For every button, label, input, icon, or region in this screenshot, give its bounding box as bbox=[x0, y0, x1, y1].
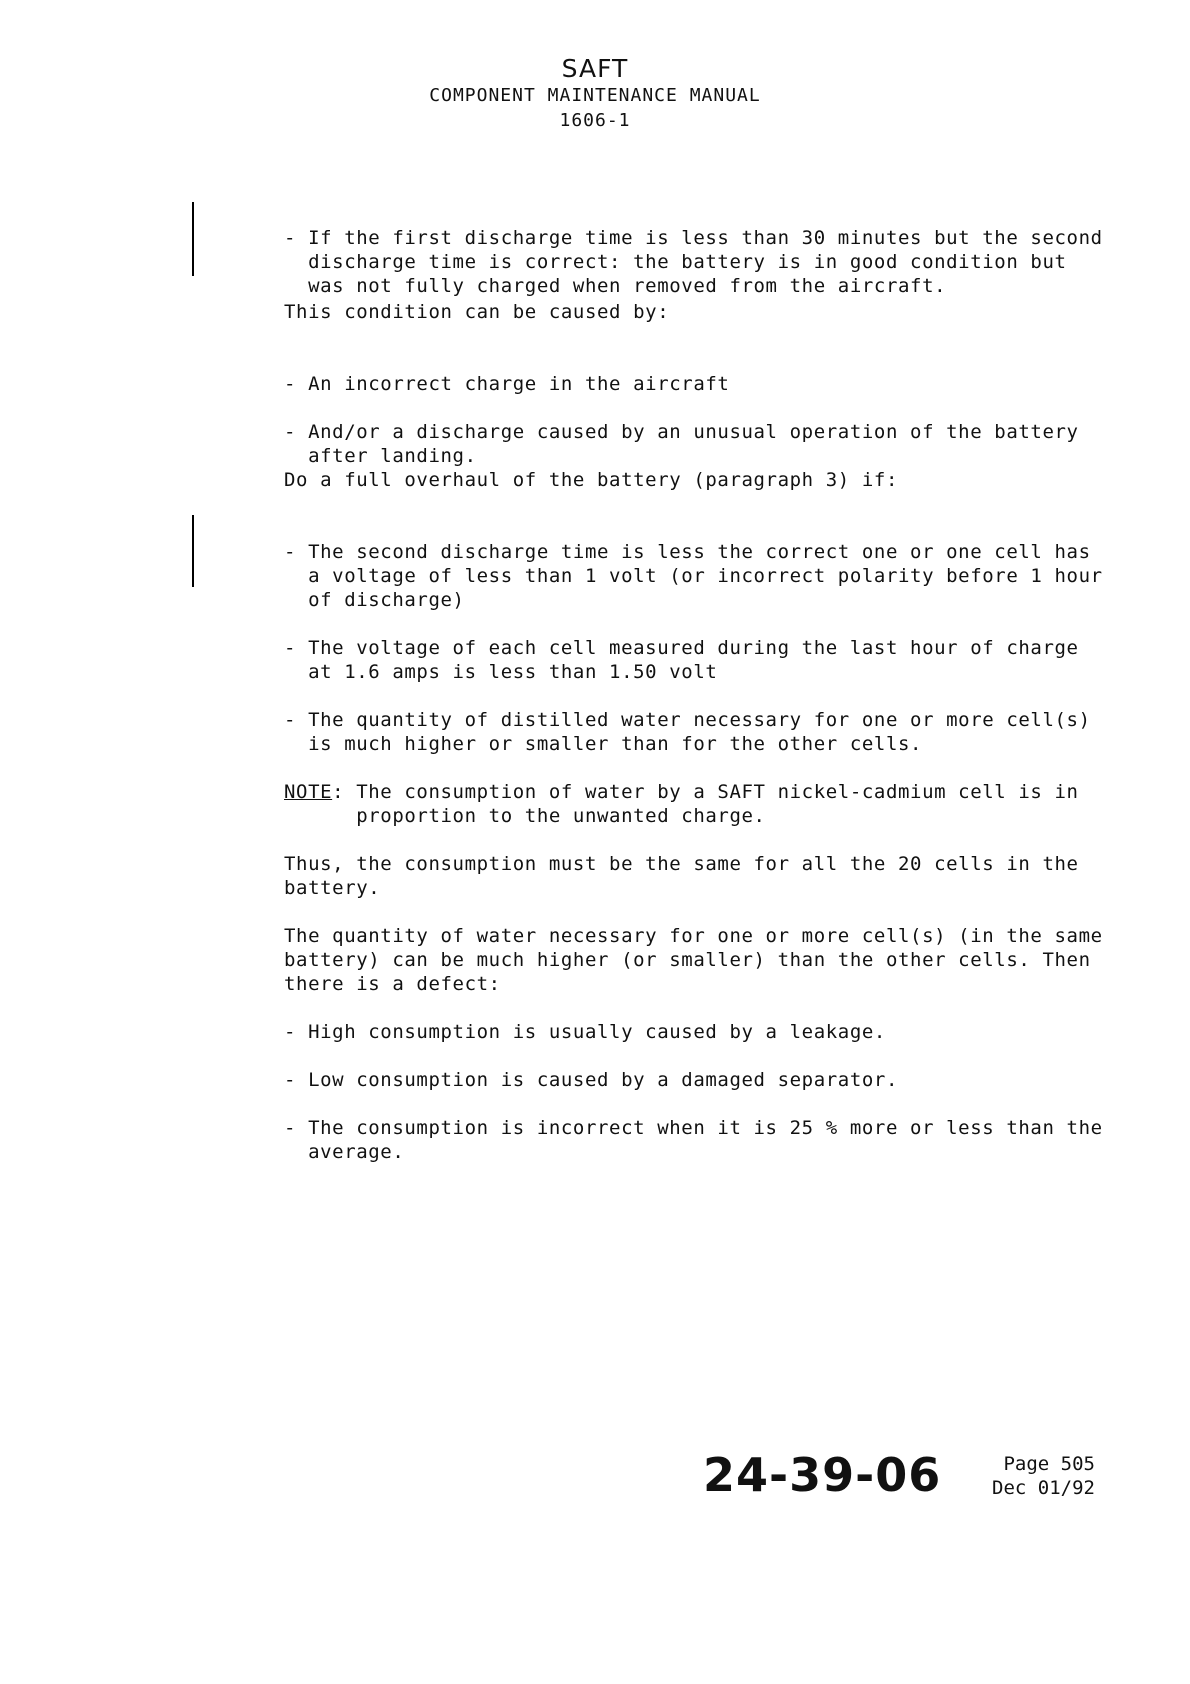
page-number: Page 505 bbox=[1003, 1453, 1095, 1475]
paragraph: Thus, the consumption must be the same for all the 20 cells in the battery. bbox=[284, 853, 1079, 899]
list-item: - If the first discharge time is less than 30 minutes but the second discharge time is correct: the battery is in good condition but was not fully charged when removed from the aircraft. bbox=[284, 227, 1103, 297]
list-item: - High consumption is usually caused by a leakage. bbox=[284, 1021, 886, 1043]
revision-bar bbox=[192, 202, 194, 276]
list-item: - An incorrect charge in the aircraft bbox=[284, 373, 730, 395]
note-label: NOTE bbox=[284, 781, 333, 803]
page-info bbox=[985, 1452, 1095, 1500]
chapter-number: 24-39-06 bbox=[703, 1448, 942, 1502]
paragraph: The quantity of water necessary for one or more cell(s) (in the same battery) can be much higher (or smaller) than the other cells. Then there is a defect: bbox=[284, 925, 1103, 995]
list-item: - The consumption is incorrect when it is 25 % more or less than the average. bbox=[284, 1117, 1103, 1163]
paragraph: Do a full overhaul of the battery (paragraph 3) if: bbox=[284, 469, 898, 491]
note: NOTE: The consumption of water by a SAFT nickel-cadmium cell is in proportion to the unwanted charge. bbox=[284, 781, 1079, 827]
manual-number: 1606-1 bbox=[559, 110, 631, 131]
list-item: - Low consumption is caused by a damaged separator. bbox=[284, 1069, 898, 1091]
manual-title: COMPONENT MAINTENANCE MANUAL bbox=[429, 85, 761, 106]
list-item: - The quantity of distilled water necessary for one or more cell(s) is much higher or smaller than for the other cells. bbox=[284, 709, 1091, 755]
company-name: SAFT bbox=[561, 54, 629, 83]
paragraph: This condition can be caused by: bbox=[284, 301, 670, 323]
list-item: - The voltage of each cell measured during the last hour of charge at 1.6 amps is less than 1.50 volt bbox=[284, 637, 1079, 683]
revision-bar bbox=[192, 515, 194, 587]
page-date: Dec 01/92 bbox=[992, 1477, 1095, 1499]
list-item: - And/or a discharge caused by an unusual operation of the battery after landing. bbox=[284, 421, 1079, 467]
list-item: - The second discharge time is less the correct one or one cell has a voltage of less than 1 volt (or incorrect polarity before 1 hour of discharge) bbox=[284, 541, 1103, 611]
